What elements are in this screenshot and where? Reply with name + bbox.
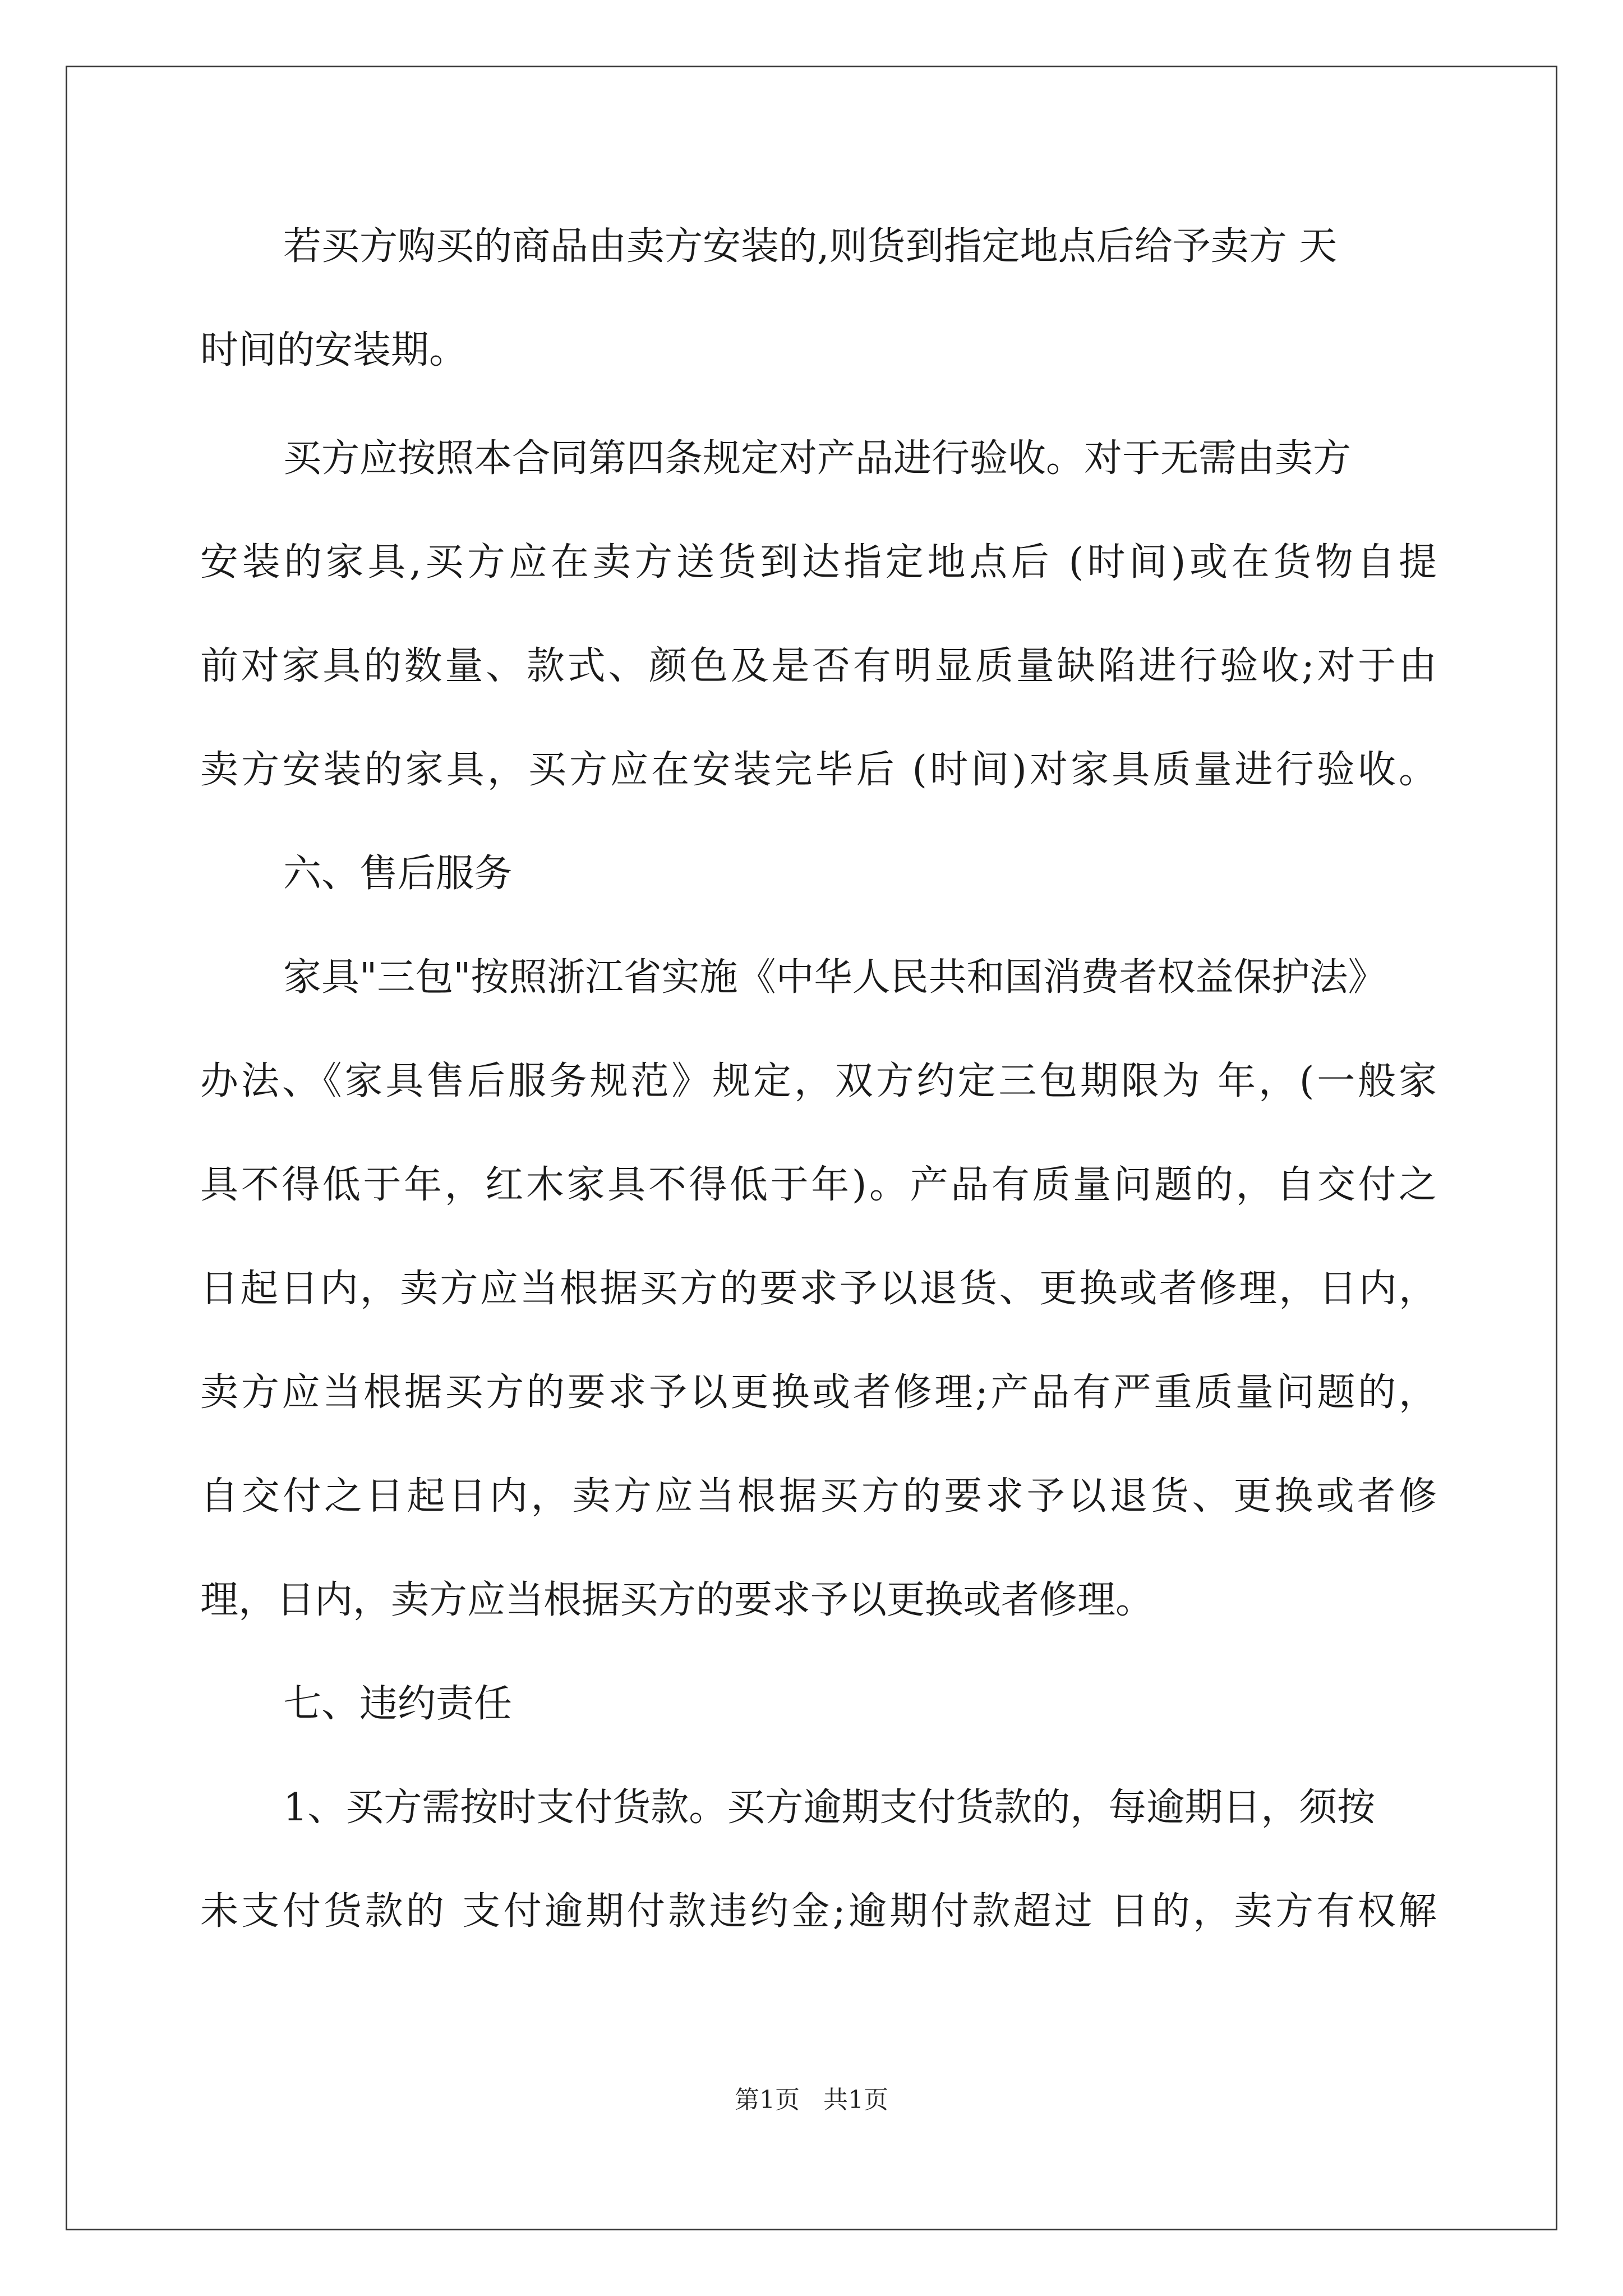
text-line: 买方应按照本合同第四条规定对产品进行验收。对于无需由卖方 (283, 436, 1352, 481)
page-total: 共1页 (823, 2086, 888, 2114)
text-line: 自交付之日起日内，卖方应当根据买方的要求予以退货、更换或者修 (200, 1474, 1437, 1519)
text-line: 家具"三包"按照浙江省实施《中华人民共和国消费者权益保护法》 (283, 955, 1386, 1000)
section-heading: 七、违约责任 (283, 1682, 513, 1726)
text-line: 未支付货款的 支付逾期付款违约金;逾期付款超过 日的，卖方有权解 (200, 1889, 1437, 1934)
text-line: 办法、《家具售后服务规范》规定，双方约定三包期限为 年，(一般家 (200, 1059, 1437, 1103)
text-line: 前对家具的数量、款式、颜色及是否有明显质量缺陷进行验收;对于由 (200, 644, 1437, 688)
text-line: 具不得低于年，红木家具不得低于年)。产品有质量问题的，自交付之 (200, 1163, 1437, 1207)
text-line: 若买方购买的商品由卖方安装的,则货到指定地点后给予卖方 天 (283, 224, 1338, 269)
page-number: 第1页 (735, 2086, 800, 2114)
text-line: 时间的安装期。 (200, 328, 468, 372)
text-line: 1、买方需按时支付货款。买方逾期支付货款的，每逾期日，须按 (283, 1786, 1376, 1830)
text-line: 卖方应当根据买方的要求予以更换或者修理;产品有严重质量问题的， (200, 1370, 1437, 1415)
text-line: 安装的家具,买方应在卖方送货到达指定地点后 (时间)或在货物自提 (200, 540, 1437, 585)
page-footer (0, 2083, 1623, 2117)
text-line: 理，日内，卖方应当根据买方的要求予以更换或者修理。 (200, 1578, 1154, 1622)
text-line: 日起日内，卖方应当根据买方的要求予以退货、更换或者修理，日内， (200, 1267, 1437, 1311)
text-line: 卖方安装的家具，买方应在安装完毕后 (时间)对家具质量进行验收。 (200, 748, 1437, 792)
section-heading: 六、售后服务 (283, 852, 513, 896)
